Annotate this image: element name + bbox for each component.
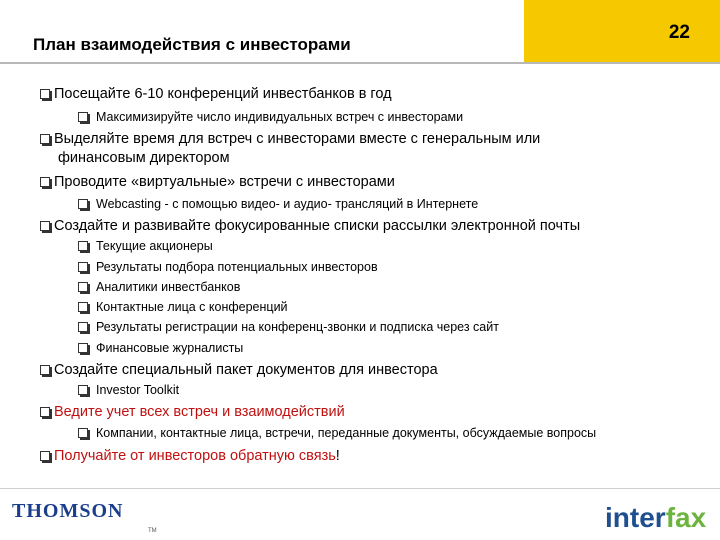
square-bullet-icon <box>40 451 50 461</box>
square-bullet-icon <box>78 241 88 251</box>
slide-header <box>0 0 720 62</box>
trademark-mark: TM <box>148 528 157 534</box>
list-item: Компании, контактные лица, встречи, переданные документы, обсуждаемые вопросы <box>78 426 596 440</box>
square-bullet-icon <box>78 262 88 272</box>
square-bullet-icon <box>40 177 50 187</box>
square-bullet-icon <box>40 134 50 144</box>
list-item: Ведите учет всех встреч и взаимодействий <box>40 404 345 420</box>
square-bullet-icon <box>40 89 50 99</box>
square-bullet-icon <box>78 428 88 438</box>
footer-divider <box>0 488 720 489</box>
list-item: Посещайте 6-10 конференций инвестбанков в год <box>40 86 392 102</box>
square-bullet-icon <box>78 322 88 332</box>
list-item: Webcasting - с помощью видео- и аудио- трансляций в Интернете <box>78 197 478 211</box>
square-bullet-icon <box>40 221 50 231</box>
list-item: Максимизируйте число индивидуальных встреч с инвесторами <box>78 110 463 124</box>
list-item: Выделяйте время для встреч с инвесторами вместе с генеральным или <box>40 131 540 147</box>
square-bullet-icon <box>40 365 50 375</box>
square-bullet-icon <box>78 199 88 209</box>
header-divider <box>0 62 720 64</box>
list-item: Результаты подбора потенциальных инвесторов <box>78 260 378 274</box>
list-item-continuation: финансовым директором <box>58 150 230 166</box>
interfax-logo: interfax <box>605 502 707 533</box>
list-item: Investor Toolkit <box>78 383 179 397</box>
square-bullet-icon <box>78 343 88 353</box>
list-item: Создайте и развивайте фокусированные списки рассылки электронной почты <box>40 218 580 234</box>
square-bullet-icon <box>78 112 88 122</box>
square-bullet-icon <box>40 407 50 417</box>
slide-number: 22 <box>668 22 690 43</box>
list-item: Результаты регистрации на конференц-звонки и подписка через сайт <box>78 320 499 334</box>
square-bullet-icon <box>78 282 88 292</box>
square-bullet-icon <box>78 385 88 395</box>
list-item: Получайте от инвесторов обратную связь! <box>40 448 340 464</box>
slide-number-box <box>524 0 720 62</box>
list-item: Проводите «виртуальные» встречи с инвесторами <box>40 174 395 190</box>
list-item: Создайте специальный пакет документов для инвестора <box>40 362 438 378</box>
thomson-logo: THOMSON <box>12 500 124 522</box>
list-item: Контактные лица с конференций <box>78 300 288 314</box>
list-item: Текущие акционеры <box>78 239 213 253</box>
list-item: Аналитики инвестбанков <box>78 280 240 294</box>
list-item: Финансовые журналисты <box>78 341 243 355</box>
square-bullet-icon <box>78 302 88 312</box>
page-title: План взаимодействия с инвесторами <box>33 35 351 54</box>
